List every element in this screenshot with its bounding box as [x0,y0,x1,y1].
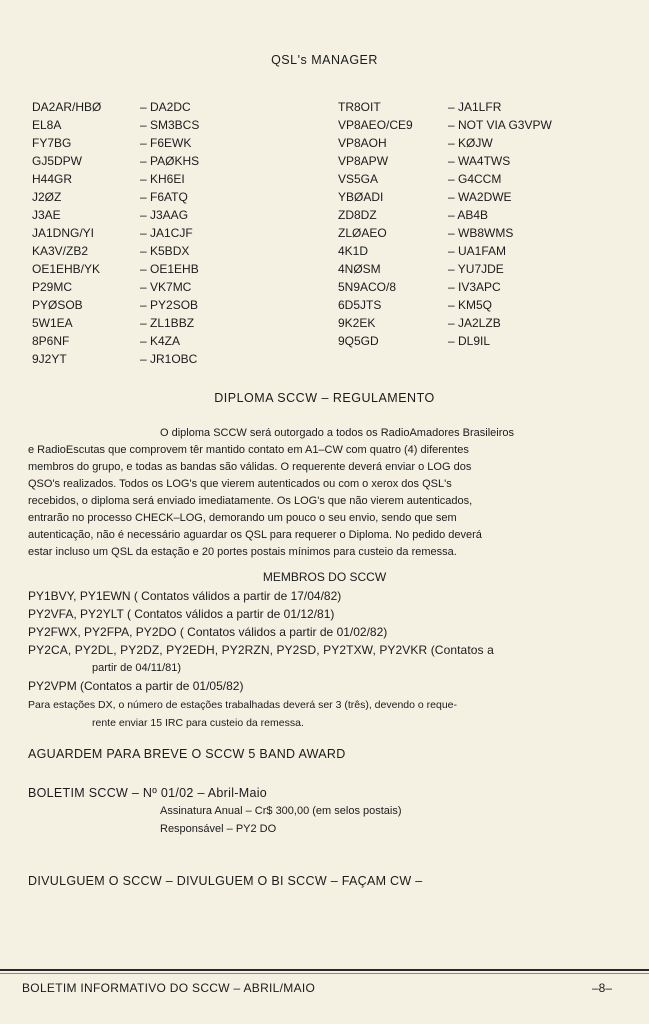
qsl-callsign: 5N9ACO/8 [338,280,397,294]
award-announcement: AGUARDEM PARA BREVE O SCCW 5 BAND AWARD [28,747,346,761]
page-title: QSL's MANAGER [271,53,378,67]
responsible-line: Responsável – PY2 DO [160,823,277,835]
diploma-line: e RadioEscutas que comprovem têr mantido contato em A1–CW com quatro (4) diferentes [28,444,469,456]
qsl-callsign: VP8AEO/CE9 [338,118,413,132]
qsl-callsign: GJ5DPW [32,154,83,168]
qsl-manager: – WA4TWS [448,154,511,168]
qsl-callsign: VP8AOH [338,136,387,150]
qsl-manager: – AB4B [448,208,489,222]
qsl-right-managers [448,98,638,350]
qsl-left-managers [140,98,300,368]
diploma-paragraph [28,425,624,561]
qsl-manager: – YU7JDE [448,262,504,276]
dx-note [28,696,624,732]
diploma-line: QSO's realizados. Todos os LOG's que vierem autenticados ou com o xerox dos QSL's [28,478,452,490]
qsl-callsign: FY7BG [32,136,72,150]
qsl-callsign: 9Q5GD [338,334,379,348]
qsl-callsign: YBØADI [338,190,384,204]
qsl-callsign: OE1EHB/YK [32,262,101,276]
qsl-callsign: ZLØAEO [338,226,387,240]
member-line: PY2CA, PY2DL, PY2DZ, PY2EDH, PY2RZN, PY2SD, PY2TXW, PY2VKR (Contatos a [28,643,494,657]
qsl-callsign: 5W1EA [32,316,73,330]
qsl-manager: – JA1CJF [140,226,193,240]
diploma-heading: DIPLOMA SCCW – REGULAMENTO [214,391,435,405]
diploma-line: autenticação, não é necessário aguardar os QSL para requerer o Diploma. No pedido deverá [28,529,482,541]
qsl-right-calls [338,98,446,350]
qsl-manager: – WA2DWE [448,190,512,204]
qsl-callsign: ZD8DZ [338,208,377,222]
subscription-line: Assinatura Anual – Cr$ 300,00 (em selos postais) [160,805,402,817]
page-number: –8– [592,981,613,995]
qsl-callsign: 4K1D [338,244,369,258]
qsl-callsign: JA1DNG/YI [32,226,95,240]
qsl-manager: – OE1EHB [140,262,199,276]
qsl-callsign: DA2AR/HBØ [32,100,102,114]
diploma-line: recebidos, o diploma será enviado imediatamente. Os LOG's que não vierem autenticados, [28,495,473,507]
footer-rule [0,969,649,971]
member-line: PY2FWX, PY2FPA, PY2DO ( Contatos válidos a partir de 01/02/82) [28,625,388,639]
qsl-manager: – VK7MC [140,280,192,294]
qsl-callsign: KA3V/ZB2 [32,244,89,258]
qsl-left-calls [32,98,140,368]
qsl-callsign: 9K2EK [338,316,376,330]
qsl-callsign: VS5GA [338,172,379,186]
members-heading: MEMBROS DO SCCW [262,570,387,584]
qsl-manager: – K5BDX [140,244,190,258]
qsl-manager: – G4CCM [448,172,502,186]
qsl-manager: – IV3APC [448,280,501,294]
qsl-manager: – JR1OBC [140,352,198,366]
qsl-callsign: 6D5JTS [338,298,382,312]
qsl-manager: – UA1FAM [448,244,507,258]
qsl-callsign: J3AE [32,208,61,222]
qsl-manager: – J3AAG [140,208,189,222]
qsl-callsign: VP8APW [338,154,389,168]
qsl-callsign: EL8A [32,118,62,132]
qsl-manager: – KH6EI [140,172,185,186]
diploma-line: entrarão no processo CHECK–LOG, demorando um pouco o seu envio, sendo que sem [28,512,457,524]
qsl-callsign: H44GR [32,172,73,186]
diploma-line: membros do grupo, e todas as bandas são válidas. O requerente deverá enviar o LOG dos [28,461,472,473]
dx-line: Para estações DX, o número de estações trabalhadas deverá ser 3 (três), devendo o reque- [28,699,457,711]
qsl-manager: – F6ATQ [140,190,188,204]
qsl-callsign: TR8OIT [338,100,381,114]
qsl-callsign: 8P6NF [32,334,70,348]
qsl-manager: – DA2DC [140,100,191,114]
footer-title: BOLETIM INFORMATIVO DO SCCW – ABRIL/MAIO [22,981,316,995]
qsl-callsign: P29MC [32,280,73,294]
qsl-callsign: 9J2YT [32,352,67,366]
qsl-manager: – F6EWK [140,136,192,150]
qsl-manager: – KM5Q [448,298,493,312]
divulguem-line: DIVULGUEM O SCCW – DIVULGUEM O BI SCCW – FAÇAM CW – [28,874,423,888]
qsl-manager: – WB8WMS [448,226,514,240]
members-list [28,587,628,695]
qsl-callsign: J2ØZ [32,190,62,204]
boletim-line: BOLETIM SCCW – Nº 01/02 – Abril-Maio [28,786,268,800]
member-line: PY1BVY, PY1EWN ( Contatos válidos a partir de 17/04/82) [28,589,342,603]
qsl-callsign: 4NØSM [338,262,381,276]
diploma-line: estar incluso um QSL da estação e 20 portes postais mínimos para custeio da remessa. [28,546,457,558]
qsl-callsign: PYØSOB [32,298,83,312]
dx-line: rente enviar 15 IRC para custeio da remessa. [92,717,304,729]
qsl-manager: – JA1LFR [448,100,502,114]
qsl-manager: – JA2LZB [448,316,501,330]
qsl-manager: – PY2SOB [140,298,199,312]
qsl-manager: – SM3BCS [140,118,200,132]
qsl-manager: – KØJW [448,136,493,150]
qsl-manager: – NOT VIA G3VPW [448,118,552,132]
qsl-manager: – K4ZA [140,334,181,348]
qsl-manager: – PAØKHS [140,154,200,168]
footer-rule-thin [0,973,649,974]
qsl-manager: – ZL1BBZ [140,316,195,330]
member-line: PY2VPM (Contatos a partir de 01/05/82) [28,679,244,693]
qsl-manager: – DL9IL [448,334,491,348]
member-line: partir de 04/11/81) [92,662,182,674]
member-line: PY2VFA, PY2YLT ( Contatos válidos a partir de 01/12/81) [28,607,335,621]
diploma-line: O diploma SCCW será outorgado a todos os RadioAmadores Brasileiros [160,427,514,439]
